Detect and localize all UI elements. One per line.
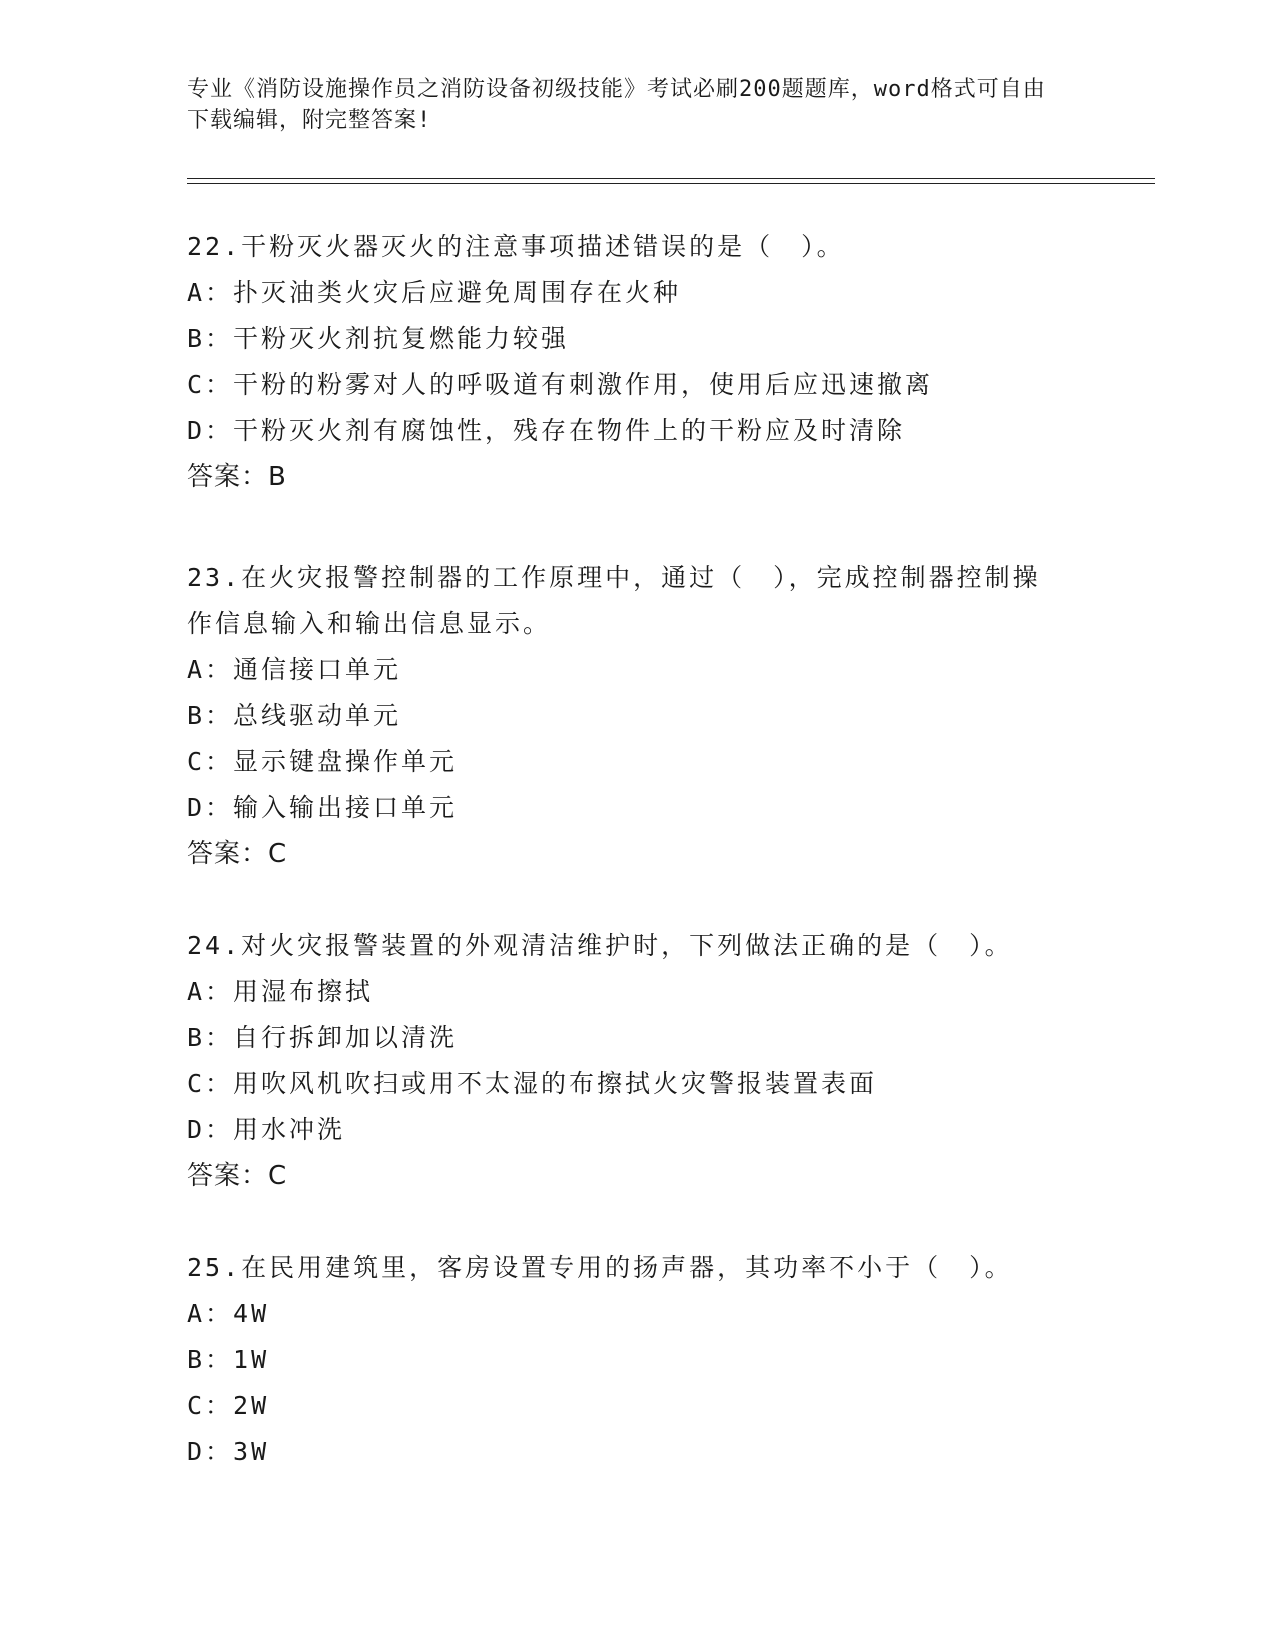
question-stem: 22.干粉灭火器灭火的注意事项描述错误的是（ ）。: [187, 232, 845, 261]
header-divider-bottom: [187, 183, 1155, 184]
option-c: C：2W: [187, 1391, 270, 1420]
question-23: [187, 555, 1087, 877]
option-c: C：干粉的粉雾对人的呼吸道有刺激作用，使用后应迅速撤离: [187, 370, 934, 399]
question-24: [187, 923, 1087, 1199]
option-a: A：通信接口单元: [187, 655, 402, 684]
answer: 答案：C: [187, 839, 288, 869]
option-a: A：用湿布擦拭: [187, 977, 374, 1006]
option-d: D：干粉灭火剂有腐蚀性，残存在物件上的干粉应及时清除: [187, 416, 906, 445]
question-stem: 25.在民用建筑里，客房设置专用的扬声器，其功率不小于（ ）。: [187, 1253, 1013, 1282]
option-b: B：自行拆卸加以清洗: [187, 1023, 458, 1052]
option-b: B：干粉灭火剂抗复燃能力较强: [187, 324, 570, 353]
option-d: D：3W: [187, 1437, 270, 1466]
document-intro: 专业《消防设施操作员之消防设备初级技能》考试必刷200题题库，word格式可自由下载编辑，附完整答案!: [187, 77, 1046, 133]
option-c: C：显示键盘操作单元: [187, 747, 458, 776]
question-22: [187, 224, 1087, 500]
answer: 答案：C: [187, 1161, 288, 1191]
answer: 答案：B: [187, 462, 287, 492]
question-stem: 24.对火灾报警装置的外观清洁维护时，下列做法正确的是（ ）。: [187, 931, 1013, 960]
option-b: B：总线驱动单元: [187, 701, 402, 730]
option-c: C：用吹风机吹扫或用不太湿的布擦拭火灾警报装置表面: [187, 1069, 878, 1098]
option-a: A：扑灭油类火灾后应避免周围存在火种: [187, 278, 682, 307]
question-25: [187, 1245, 1087, 1475]
option-a: A：4W: [187, 1299, 270, 1328]
question-stem: 23.在火灾报警控制器的工作原理中，通过（ ），完成控制器控制操作信息输入和输出信息显示。: [187, 563, 1041, 638]
option-d: D：用水冲洗: [187, 1115, 346, 1144]
option-b: B：1W: [187, 1345, 270, 1374]
header-divider-top: [187, 178, 1155, 179]
option-d: D：输入输出接口单元: [187, 793, 458, 822]
